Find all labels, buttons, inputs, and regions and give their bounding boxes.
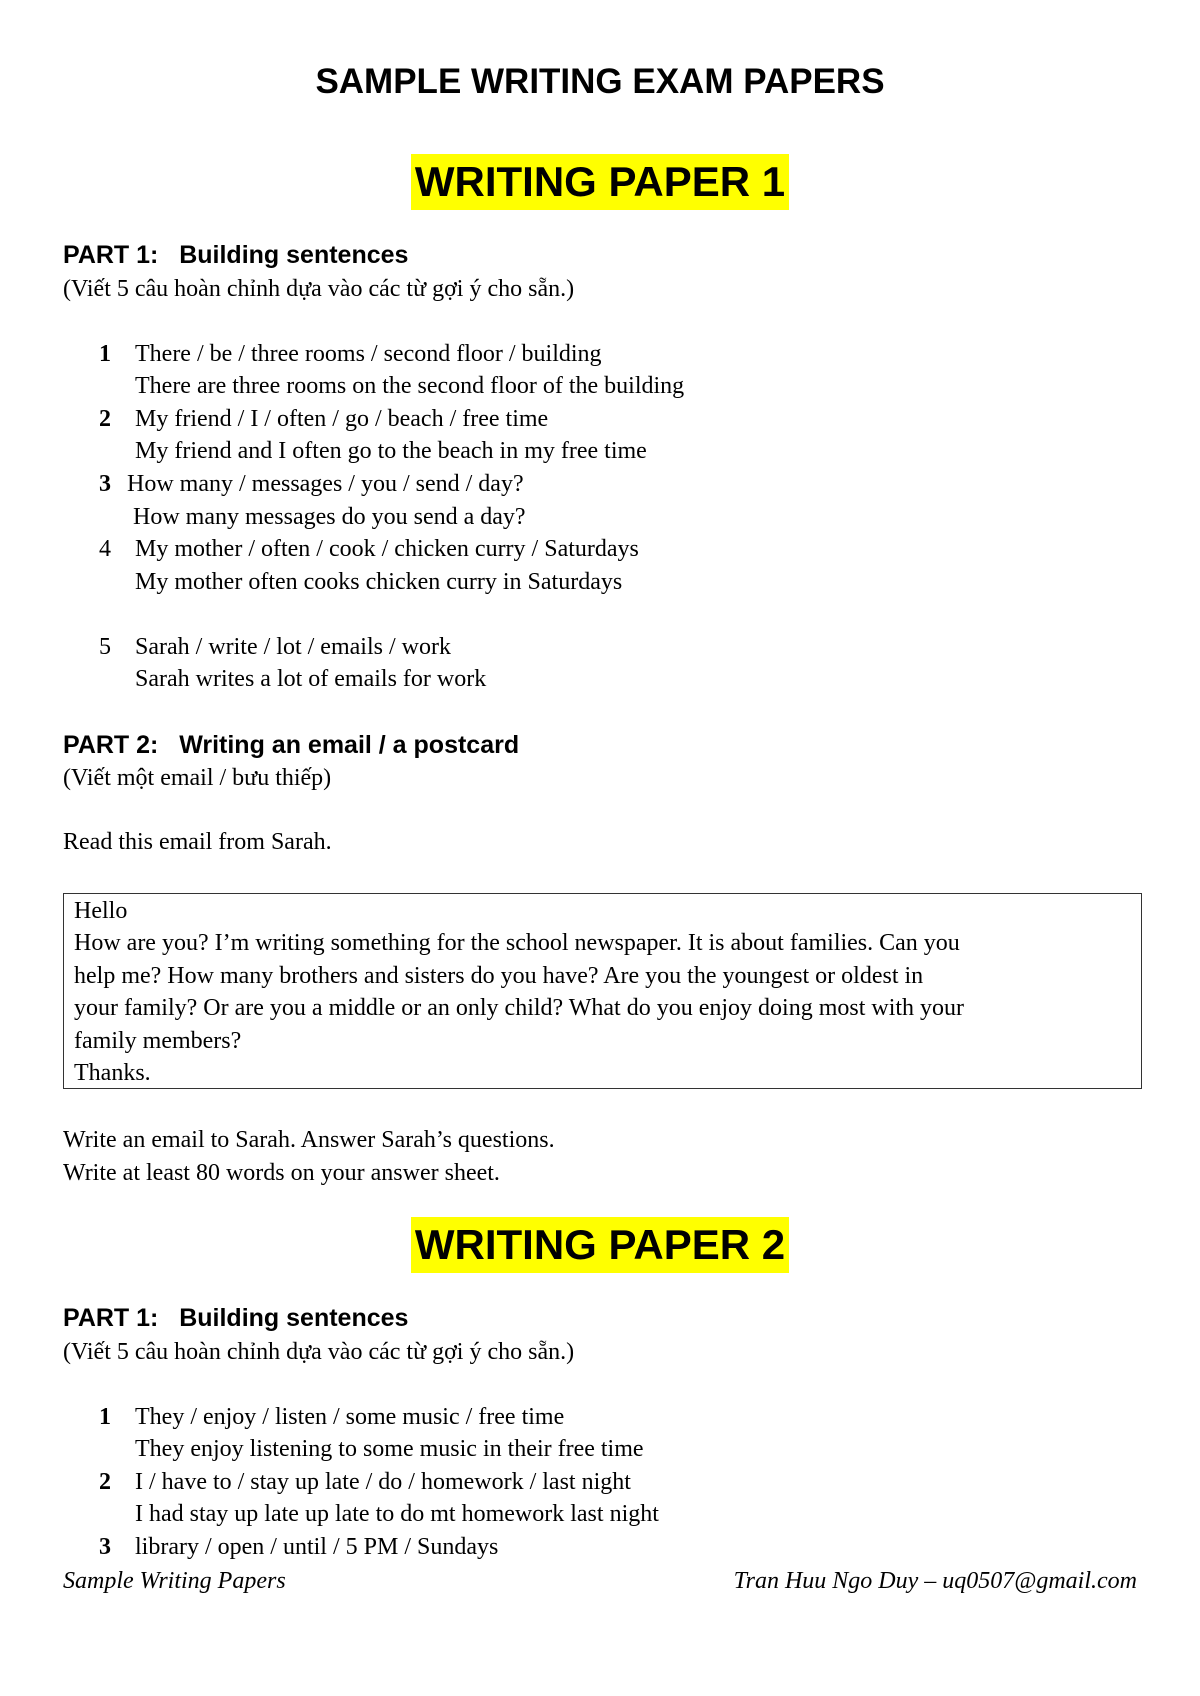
item-prompt: They / enjoy / listen / some music / free time <box>135 1404 565 1430</box>
item-prompt: library / open / until / 5 PM / Sundays <box>135 1534 499 1560</box>
item-number: 3 <box>99 471 111 497</box>
item-number: 2 <box>99 1469 111 1495</box>
item-answer: How many messages do you send a day? <box>133 504 526 530</box>
document-title: SAMPLE WRITING EXAM PAPERS <box>315 62 885 101</box>
paper-1-part-2-heading: PART 2: Writing an email / a postcard <box>63 731 520 759</box>
item-prompt: How many / messages / you / send / day? <box>127 471 524 497</box>
paper-2-title: WRITING PAPER 2 <box>411 1217 789 1273</box>
paper-2-part-1-instruction: (Viết 5 câu hoàn chỉnh dựa vào các từ gợi ý cho sẵn.) <box>63 1339 575 1365</box>
item-number: 1 <box>99 341 111 367</box>
item-number: 1 <box>99 1404 111 1430</box>
task-word-count: Write at least 80 words on your answer sheet. <box>63 1160 500 1186</box>
email-line: How are you? I’m writing something for the school newspaper. It is about families. Can you <box>74 930 960 956</box>
item-prompt: My friend / I / often / go / beach / free time <box>135 406 549 432</box>
email-line: Hello <box>74 898 128 924</box>
item-prompt: I / have to / stay up late / do / homework / last night <box>135 1469 631 1495</box>
paper-2-part-1-heading: PART 1: Building sentences <box>63 1304 409 1332</box>
item-answer: There are three rooms on the second floor of the building <box>135 373 685 399</box>
task-instruction: Write an email to Sarah. Answer Sarah’s questions. <box>63 1127 555 1153</box>
footer-left: Sample Writing Papers <box>63 1568 286 1594</box>
item-prompt: Sarah / write / lot / emails / work <box>135 634 451 660</box>
paper-1-part-1-instruction: (Viết 5 câu hoàn chỉnh dựa vào các từ gợi ý cho sẵn.) <box>63 276 575 302</box>
paper-1-part-1-heading: PART 1: Building sentences <box>63 241 409 269</box>
item-answer: Sarah writes a lot of emails for work <box>135 666 487 692</box>
email-line: Thanks. <box>74 1060 151 1086</box>
email-box <box>63 893 1142 1089</box>
item-number: 3 <box>99 1534 111 1560</box>
paper-1-title: WRITING PAPER 1 <box>411 154 789 210</box>
email-line: your family? Or are you a middle or an only child? What do you enjoy doing most with your <box>74 995 965 1021</box>
item-number: 2 <box>99 406 111 432</box>
item-answer: I had stay up late up late to do mt homework last night <box>135 1501 659 1527</box>
email-line: family members? <box>74 1028 242 1054</box>
paper-2-title-block <box>0 1217 1200 1273</box>
email-line: help me? How many brothers and sisters do you have? Are you the youngest or oldest in <box>74 963 924 989</box>
item-prompt: My mother / often / cook / chicken curry / Saturdays <box>135 536 639 562</box>
email-intro: Read this email from Sarah. <box>63 829 332 855</box>
paper-1-part-2-instruction: (Viết một email / bưu thiếp) <box>63 765 332 791</box>
item-answer: My mother often cooks chicken curry in Saturdays <box>135 569 623 595</box>
paper-1-title-block <box>0 154 1200 210</box>
footer-right: Tran Huu Ngo Duy – uq0507@gmail.com <box>733 1568 1137 1594</box>
item-number: 5 <box>99 634 111 660</box>
item-number: 4 <box>99 536 111 562</box>
item-answer: They enjoy listening to some music in their free time <box>135 1436 644 1462</box>
item-prompt: There / be / three rooms / second floor / building <box>135 341 602 367</box>
item-answer: My friend and I often go to the beach in my free time <box>135 438 647 464</box>
